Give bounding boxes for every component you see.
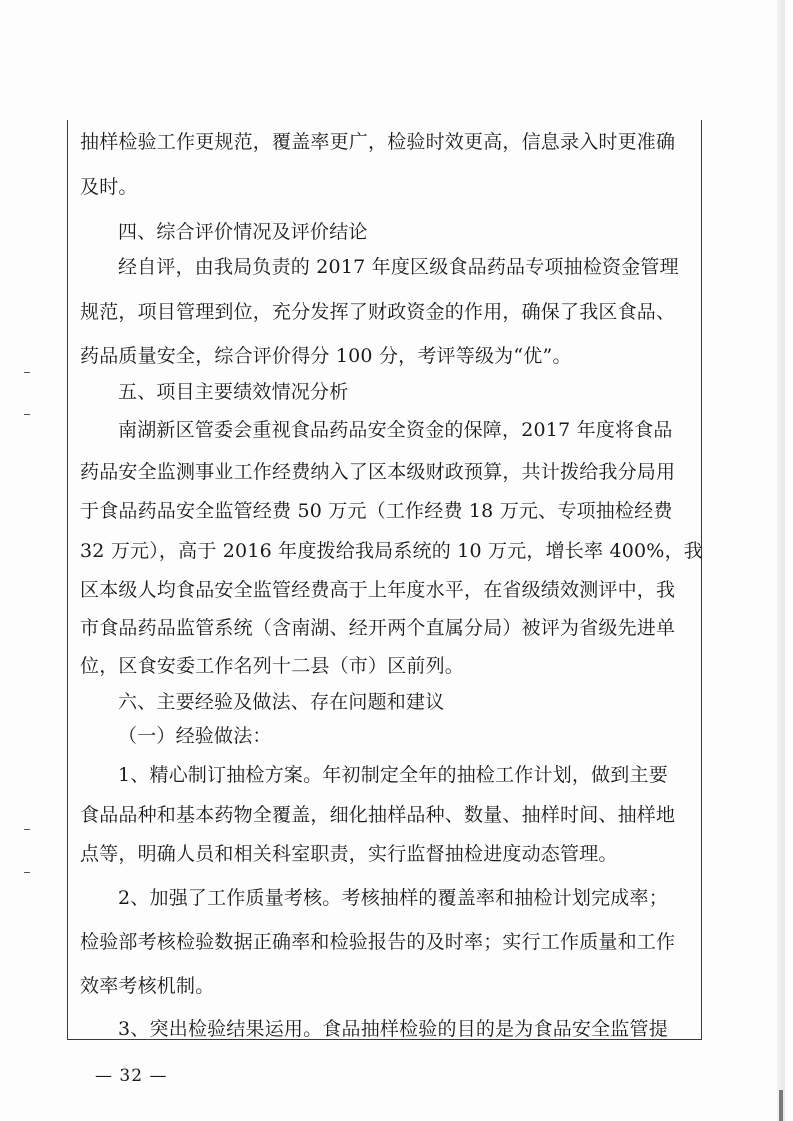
body-text-line: 食品品种和基本药物全覆盖，细化抽样品种、数量、抽样时间、抽样地 <box>80 804 676 826</box>
body-text-line: 32 万元），高于 2016 年度拨给我局系统的 10 万元，增长率 400%，我 <box>80 540 703 562</box>
body-text-line: 药品质量安全，综合评价得分 100 分，考评等级为“优”。 <box>80 345 572 367</box>
body-text-line: 效率考核机制。 <box>80 975 215 997</box>
body-text-line: 药品安全监测事业工作经费纳入了区本级财政预算，共计拨给我分局用 <box>80 461 676 483</box>
margin-mark <box>24 414 30 415</box>
body-text-line: 1、精心制订抽检方案。年初制定全年的抽检工作计划，做到主要 <box>118 764 668 786</box>
section-heading: 五、项目主要绩效情况分析 <box>118 381 349 403</box>
body-text-line: 经自评，由我局负责的 2017 年度区级食品药品专项抽检资金管理 <box>118 256 679 278</box>
body-text-line: 规范，项目管理到位，充分发挥了财政资金的作用，确保了我区食品、 <box>80 301 676 323</box>
body-text-line: 区本级人均食品安全监管经费高于上年度水平，在省级绩效测评中，我 <box>80 579 676 601</box>
section-heading: 六、主要经验及做法、存在问题和建议 <box>118 691 445 713</box>
margin-mark <box>24 372 30 373</box>
body-text-line: 南湖新区管委会重视食品药品安全资金的保障，2017 年度将食品 <box>118 419 673 441</box>
body-text-line: 抽样检验工作更规范，覆盖率更广，检验时效更高，信息录入时更准确 <box>80 131 676 153</box>
scan-edge-shadow <box>777 0 785 1121</box>
body-text-line: 3、突出检验结果运用。食品抽样检验的目的是为食品安全监管提 <box>118 1018 668 1040</box>
body-text-line: 市食品药品监管系统（含南湖、经开两个直属分局）被评为省级先进单 <box>80 617 676 639</box>
body-text-line: 位，区食安委工作名列十二县（市）区前列。 <box>80 655 465 677</box>
body-text-line: 于食品药品安全监管经费 50 万元（工作经费 18 万元、专项抽检经费 <box>80 500 673 522</box>
body-text-line: 2、加强了工作质量考核。考核抽样的覆盖率和抽检计划完成率； <box>118 887 668 909</box>
scan-edge-mark <box>779 1090 783 1121</box>
body-text-line: 点等，明确人员和相关科室职责，实行监督抽检进度动态管理。 <box>80 843 618 865</box>
margin-mark <box>24 872 30 873</box>
subsection-heading: （一）经验做法： <box>118 725 272 747</box>
margin-mark <box>24 829 30 830</box>
page-number: — 32 — <box>95 1066 168 1086</box>
body-text-line: 检验部考核检验数据正确率和检验报告的及时率；实行工作质量和工作 <box>80 931 676 953</box>
body-text-line: 及时。 <box>80 176 138 198</box>
section-heading: 四、综合评价情况及评价结论 <box>118 221 368 243</box>
